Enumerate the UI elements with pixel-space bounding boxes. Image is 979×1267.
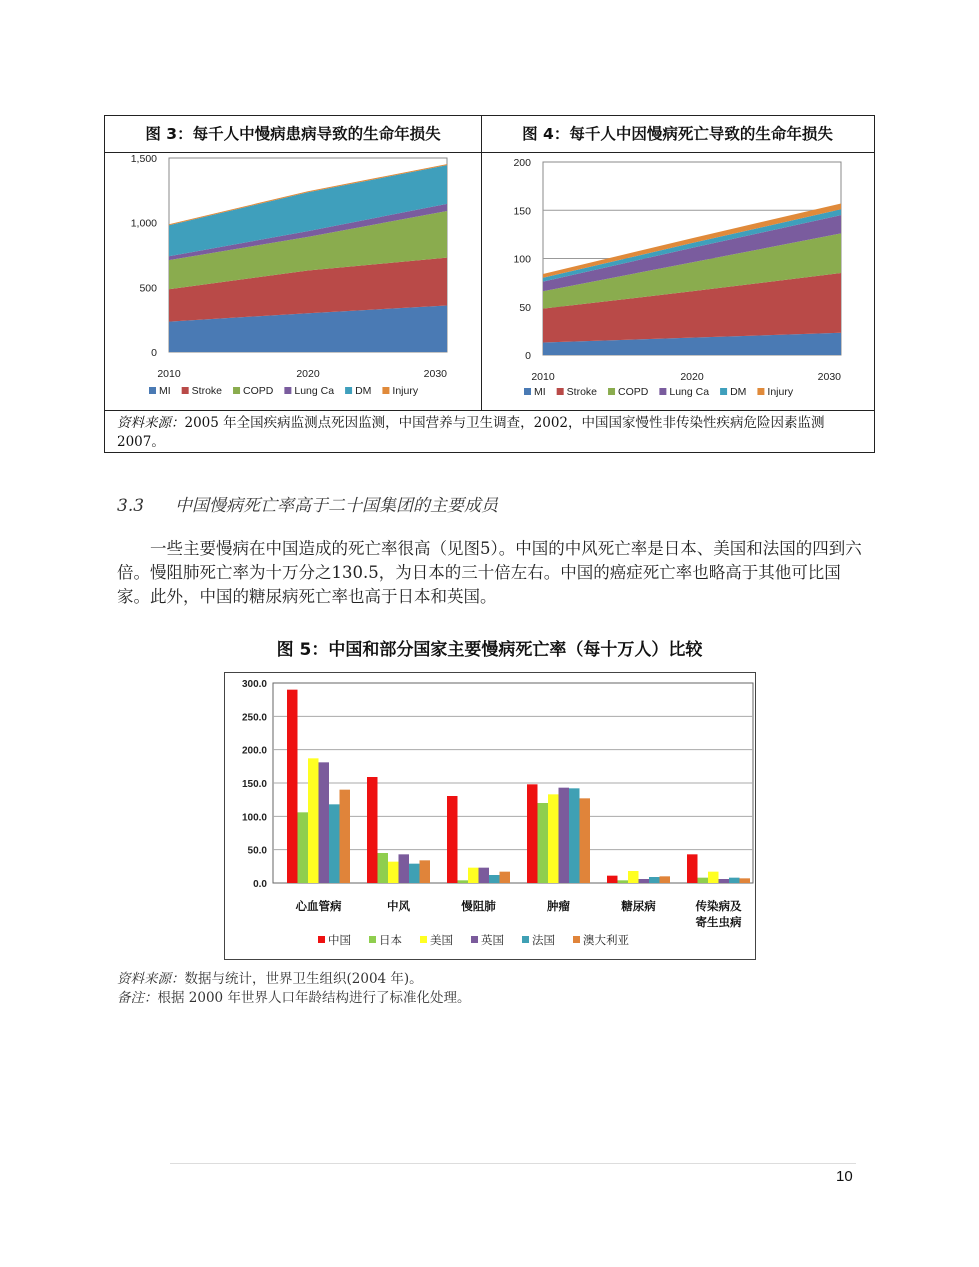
fig5-legend-swatch [573,936,580,943]
fig5-x-tick-label: 心血管病 [295,901,342,913]
fig5-bar [409,864,420,883]
fig4-y-tick-label: 50 [519,301,531,314]
fig5-x-tick-label: 糖尿病 [621,901,656,913]
fig5-bar [628,871,639,883]
fig3-legend-swatch [382,387,389,394]
fig5-legend-label: 法国 [532,935,555,947]
section-number: 3.3 [117,496,145,516]
fig4-x-tick-label: 2010 [531,371,555,383]
fig5-bar [729,878,740,883]
body-paragraph: 一些主要慢病在中国造成的死亡率很高（见图5）。中国的中风死亡率是日本、美国和法国的四到六倍。慢阻肺死亡率为十万分之130.5，为日本的三十倍左右。中国的癌症死亡率也略高于其他可比国家。此外，中国的糖尿病死亡率也高于日本和英国。 [117,539,862,606]
fig5-x-tick-label: 传染病及 [695,901,742,913]
fig5-bar [308,758,319,883]
fig3-legend-swatch [284,387,291,394]
fig5-y-tick-label: 300.0 [241,679,267,690]
fig5-bar [287,690,298,883]
fig4-title: 图 4：每千人中因慢病死亡导致的生命年损失 [481,116,874,153]
fig3-legend-label: DM [355,385,372,397]
fig5-bar [708,872,719,883]
fig5-legend-label: 日本 [379,935,402,947]
source-label: 资料来源： [117,415,185,431]
fig3-title: 图 3：每千人中慢病患病导致的生命年损失 [105,116,482,153]
fig4-legend-label: Lung Ca [669,386,710,398]
fig3-legend-swatch [345,387,352,394]
fig5-bar [319,762,330,883]
fig4-legend-label: Stroke [566,386,598,398]
fig5-legend-swatch [471,936,478,943]
fig3-legend-label: Lung Ca [294,385,335,397]
fig4-y-tick-label: 150 [513,205,531,218]
fig3-chart [105,153,481,410]
fig5-legend-label: 英国 [481,935,504,947]
fig4-chart [482,153,874,410]
fig5-bar [559,788,570,883]
fig5-bar [298,812,309,883]
fig3-x-tick-label: 2030 [423,368,447,380]
source-text: 数据与统计，世界卫生组织(2004 年)。 [184,971,423,987]
fig4-x-tick-label: 2020 [680,371,704,383]
fig4-legend-swatch [557,388,564,395]
page-number: 10 [836,1168,853,1185]
fig5-bar [660,876,671,883]
fig5-bar [447,796,458,883]
fig5-legend-swatch [318,936,325,943]
fig5-bar [687,854,698,883]
fig5-x-tick-label: 寄生虫病 [695,917,742,929]
fig3-y-tick-label: 0 [151,347,157,359]
fig5-bar [649,877,660,883]
fig5-bar [698,878,709,883]
fig5-bar [569,788,580,883]
fig4-legend-swatch [757,388,764,395]
fig3-x-tick-label: 2010 [157,368,181,380]
fig5-bar [378,853,389,883]
fig5-bar [420,860,431,883]
fig5-legend-swatch [522,936,529,943]
note-text: 根据 2000 年世界人口年龄结构进行了标准化处理。 [157,990,471,1006]
fig5-bar [719,879,730,883]
fig4-legend-label: MI [534,386,546,398]
fig5-x-tick-label: 中风 [387,901,410,913]
fig5-y-tick-label: 0.0 [253,879,267,890]
fig3-x-tick-label: 2020 [296,368,320,380]
fig5-bar [740,878,751,883]
section-title: 中国慢病死亡率高于二十国集团的主要成员 [175,496,498,516]
fig3-legend-swatch [233,387,240,394]
fig5-legend-swatch [420,936,427,943]
fig5-title: 图 5：中国和部分国家主要慢病死亡率（每十万人）比较 [276,640,703,660]
fig5-bar [468,868,479,883]
fig5-bar [618,880,629,883]
fig4-x-tick-label: 2030 [817,371,841,383]
fig4-y-tick-label: 100 [513,253,531,266]
fig4-legend-label: COPD [618,386,649,398]
fig5-y-tick-label: 100.0 [241,812,267,824]
fig3-legend-swatch [149,387,156,394]
fig5-x-tick-label: 慢阻肺 [461,901,496,913]
fig3-y-tick-label: 1,000 [130,217,157,230]
fig3-legend-swatch [182,387,189,394]
fig5-bar [548,794,559,883]
fig3-y-tick-label: 1,500 [130,153,157,165]
note-label: 备注： [117,990,158,1006]
fig5-y-tick-label: 50.0 [247,845,267,857]
source-note [117,414,865,452]
fig5-bar [367,777,378,883]
table-divider [105,410,874,411]
fig4-legend-swatch [720,388,727,395]
source-text: 2005 年全国疾病监测点死因监测，中国营养与卫生调查，2002，中国国家慢性非传染性疾病危险因素监测 2007。 [117,415,825,450]
fig4-legend-label: Injury [767,386,794,398]
fig5-y-tick-label: 150.0 [241,779,267,790]
fig4-legend-swatch [524,388,531,395]
fig5-y-tick-label: 200.0 [241,745,267,757]
fig5-source [117,970,470,1008]
fig5-bar [538,803,549,883]
fig5-bar [639,879,650,883]
fig4-legend-swatch [659,388,666,395]
fig3-legend-label: Injury [392,385,419,397]
fig5-x-tick-label: 肿瘤 [547,901,570,913]
fig5-bar [580,798,591,883]
fig5-bar [500,872,511,883]
fig3-legend-label: MI [159,385,171,397]
fig5-legend-label: 美国 [430,935,453,947]
fig4-y-tick-label: 200 [513,157,531,169]
fig5-legend-label: 中国 [328,935,351,947]
fig5-bar [607,876,618,883]
fig5-frame [224,672,756,960]
fig5-chart [225,673,755,959]
fig5-legend-label: 澳大利亚 [583,935,629,947]
fig5-bar [479,868,490,883]
fig5-bar [489,875,500,883]
fig3-legend-label: COPD [243,385,274,397]
fig4-y-tick-label: 0 [525,350,531,362]
source-label: 资料来源： [117,971,185,987]
fig5-bar [329,804,340,883]
fig5-bar [399,854,410,883]
fig5-bar [340,790,351,883]
fig3-legend-label: Stroke [191,385,223,397]
fig4-legend-label: DM [730,386,747,398]
fig5-bar [388,862,399,883]
fig5-bar [527,784,538,883]
fig5-legend-swatch [369,936,376,943]
footer-rule [170,1163,856,1164]
fig4-legend-swatch [608,388,615,395]
figures-table [104,115,875,453]
fig3-y-tick-label: 500 [139,282,157,295]
section-heading [117,491,498,516]
fig5-y-tick-label: 250.0 [241,712,267,724]
fig5-bar [458,880,469,883]
